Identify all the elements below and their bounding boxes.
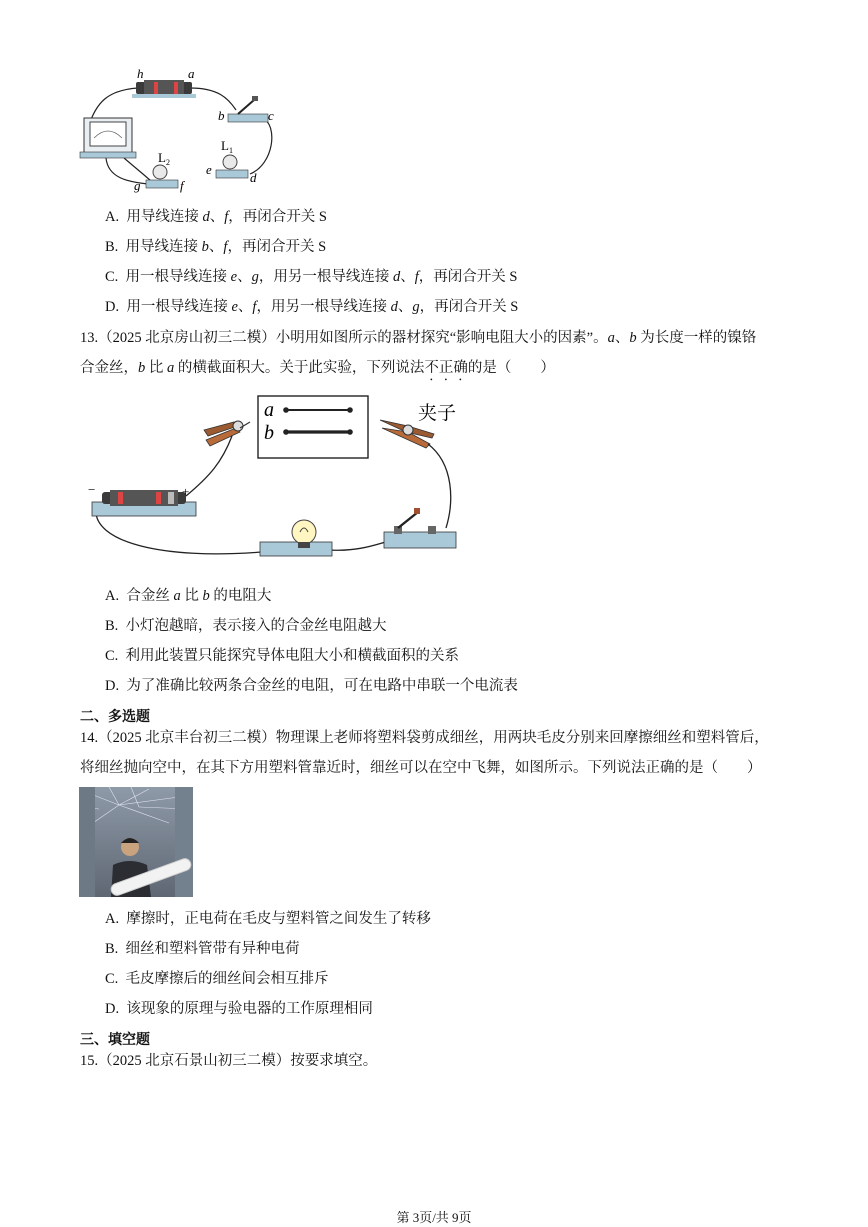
label-b: b [218,108,225,123]
label-h: h [137,66,144,81]
q14-option-b: B. 细丝和塑料管带有异种电荷 [105,941,300,957]
q13-option-b: B. 小灯泡越暗，表示接入的合金丝电阻越大 [105,618,387,634]
clip-label: 夹子 [418,403,457,424]
q13-emphasis: 不正确 [424,360,468,376]
section-title-multiple-choice: 二、多选题 [80,709,150,725]
label-f: f [180,178,184,193]
q13-stem-line1: 13.（2025 北京房山初三二模）小明用如图所示的器材探究“影响电阻大小的因素”。a、b 为长度一样的镍铬 [80,330,757,346]
label-e: e [206,162,212,177]
q12-circuit-figure [78,66,278,196]
page-footer: 第 3页/共 9页 [396,1210,472,1225]
battery-minus: − [88,482,96,497]
label-a: a [188,66,195,81]
q14-stem-line1: 14.（2025 北京丰台初三二模）物理课上老师将塑料袋剪成细丝，用两块毛皮分别来回摩擦细丝和塑料管后， [80,730,769,746]
q15-stem: 15.（2025 北京石景山初三二模）按要求填空。 [80,1053,378,1069]
switch-icon [394,508,436,534]
q14-option-d: D. 该现象的原理与验电器的工作原理相同 [105,1001,373,1017]
q12-option-b: B. 用导线连接 b、f，再闭合开关 S [105,239,327,255]
label-c: c [268,108,274,123]
q14-photo [79,787,193,897]
left-clip-icon [204,421,250,446]
label-g: g [134,178,141,193]
q14-stem-line2: 将细丝抛向空中，在其下方用塑料管靠近时，细丝可以在空中飞舞，如图所示。下列说法正确的是（ ） [80,760,762,776]
label-L2: $L_2$ [158,150,170,167]
wire-b-label: b [264,422,274,444]
q14-option-c: C. 毛皮摩擦后的细丝间会相互排斥 [105,971,329,987]
q13-option-c: C. 利用此装置只能探究导体电阻大小和横截面积的关系 [105,648,460,664]
q12-option-c: C. 用一根导线连接 e、g，用另一根导线连接 d、f，再闭合开关 S [105,269,518,285]
label-d: d [250,170,257,185]
battery-plus: + [182,484,190,499]
q13-stem-line2: 合金丝，b 比 a 的横截面积大。关于此实验，下列说法不正确的是（ ） [80,360,555,376]
q12-option-a: A. 用导线连接 d、f，再闭合开关 S [105,209,327,225]
label-L1: $L_1$ [221,138,233,155]
q12-option-d: D. 用一根导线连接 e、f，用另一根导线连接 d、g，再闭合开关 S [105,299,519,315]
q14-option-a: A. 摩擦时，正电荷在毛皮与塑料管之间发生了转移 [105,911,431,927]
q13-option-a: A. 合金丝 a 比 b 的电阻大 [105,588,272,604]
q13-option-d: D. 为了准确比较两条合金丝的电阻，可在电路中串联一个电流表 [105,678,518,694]
section-title-fill-in: 三、填空题 [80,1032,150,1048]
right-clip-icon [380,420,434,448]
q13-circuit-figure [82,392,482,574]
wire-a-label: a [264,399,274,421]
